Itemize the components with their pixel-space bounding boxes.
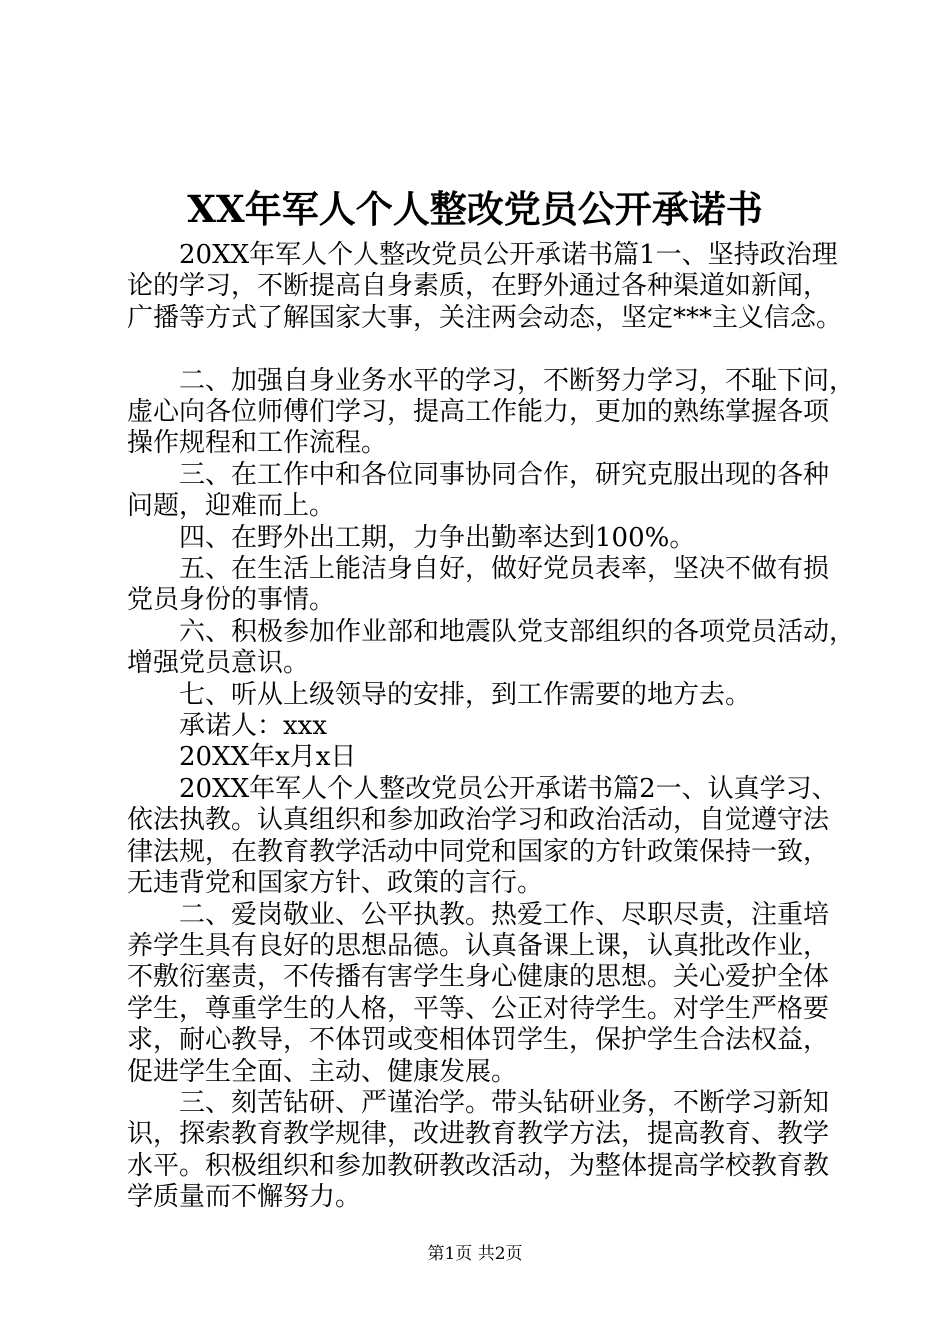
- body-line-30: 水平。积极组织和参加教研教改活动，为整体提高学校教育教: [127, 1150, 830, 1181]
- body-line-19: 依法执教。认真组织和参加政治学习和政治活动，自觉遵守法: [127, 805, 830, 836]
- signatory-line: 承诺人：xxx: [179, 711, 327, 742]
- body-line-3: 广播等方式了解国家大事，关注两会动态，坚定***主义信念。: [127, 302, 843, 333]
- body-line-27: 促进学生全面、主动、健康发展。: [127, 1056, 518, 1087]
- body-line-2: 论的学习，不断提高自身素质，在野外通过各种渠道如新闻，: [127, 271, 830, 302]
- body-line-8: 三、在工作中和各位同事协同合作，研究克服出现的各种: [179, 459, 830, 490]
- body-line-20: 律法规，在教育教学活动中同党和国家的方针政策保持一致，: [127, 836, 830, 867]
- body-line-6: 虚心向各位师傅们学习，提高工作能力，更加的熟练掌握各项: [127, 397, 830, 428]
- body-line-11: 五、在生活上能洁身自好，做好党员表率，坚决不做有损: [179, 554, 830, 585]
- body-line-23: 养学生具有良好的思想品德。认真备课上课，认真批改作业，: [127, 930, 830, 961]
- body-line-9: 问题，迎难而上。: [127, 491, 336, 522]
- body-line-7: 操作规程和工作流程。: [127, 428, 388, 459]
- body-line-21: 无违背党和国家方针、政策的言行。: [127, 868, 544, 899]
- body-line-24: 不敷衍塞责，不传播有害学生身心健康的思想。关心爱护全体: [127, 962, 830, 993]
- body-line-25: 学生，尊重学生的人格，平等、公正对待学生。对学生严格要: [127, 993, 830, 1024]
- body-line-28: 三、刻苦钻研、严谨治学。带头钻研业务，不断学习新知: [179, 1087, 830, 1118]
- body-line-26: 求，耐心教导，不体罚或变相体罚学生，保护学生合法权益，: [127, 1025, 830, 1056]
- body-line-1: 20XX年军人个人整改党员公开承诺书篇1一、坚持政治理: [179, 240, 838, 270]
- body-line-31: 学质量而不懈努力。: [127, 1182, 362, 1213]
- body-line-13: 六、积极参加作业部和地震队党支部组织的各项党员活动，: [179, 616, 856, 647]
- body-line-12: 党员身份的事情。: [127, 585, 336, 616]
- body-line-14: 增强党员意识。: [127, 648, 310, 679]
- date-line: 20XX年x月x日: [179, 742, 357, 773]
- blank-line: [127, 334, 847, 365]
- document-title: XX年军人个人整改党员公开承诺书: [187, 187, 763, 231]
- body-line-29: 识，探索教育教学规律，改进教育教学方法，提高教育、教学: [127, 1119, 830, 1150]
- document-body: [127, 240, 856, 1214]
- body-line-10: 四、在野外出工期，力争出勤率达到100%。: [179, 522, 696, 553]
- page-footer: 第1页 共2页: [427, 1244, 523, 1264]
- body-line-18: 20XX年军人个人整改党员公开承诺书篇2一、认真学习、: [179, 773, 838, 804]
- body-line-5: 二、加强自身业务水平的学习，不断努力学习，不耻下问，: [179, 365, 856, 396]
- body-line-22: 二、爱岗敬业、公平执教。热爱工作、尽职尽责，注重培: [179, 899, 830, 930]
- body-line-15: 七、听从上级领导的安排，到工作需要的地方去。: [179, 679, 752, 710]
